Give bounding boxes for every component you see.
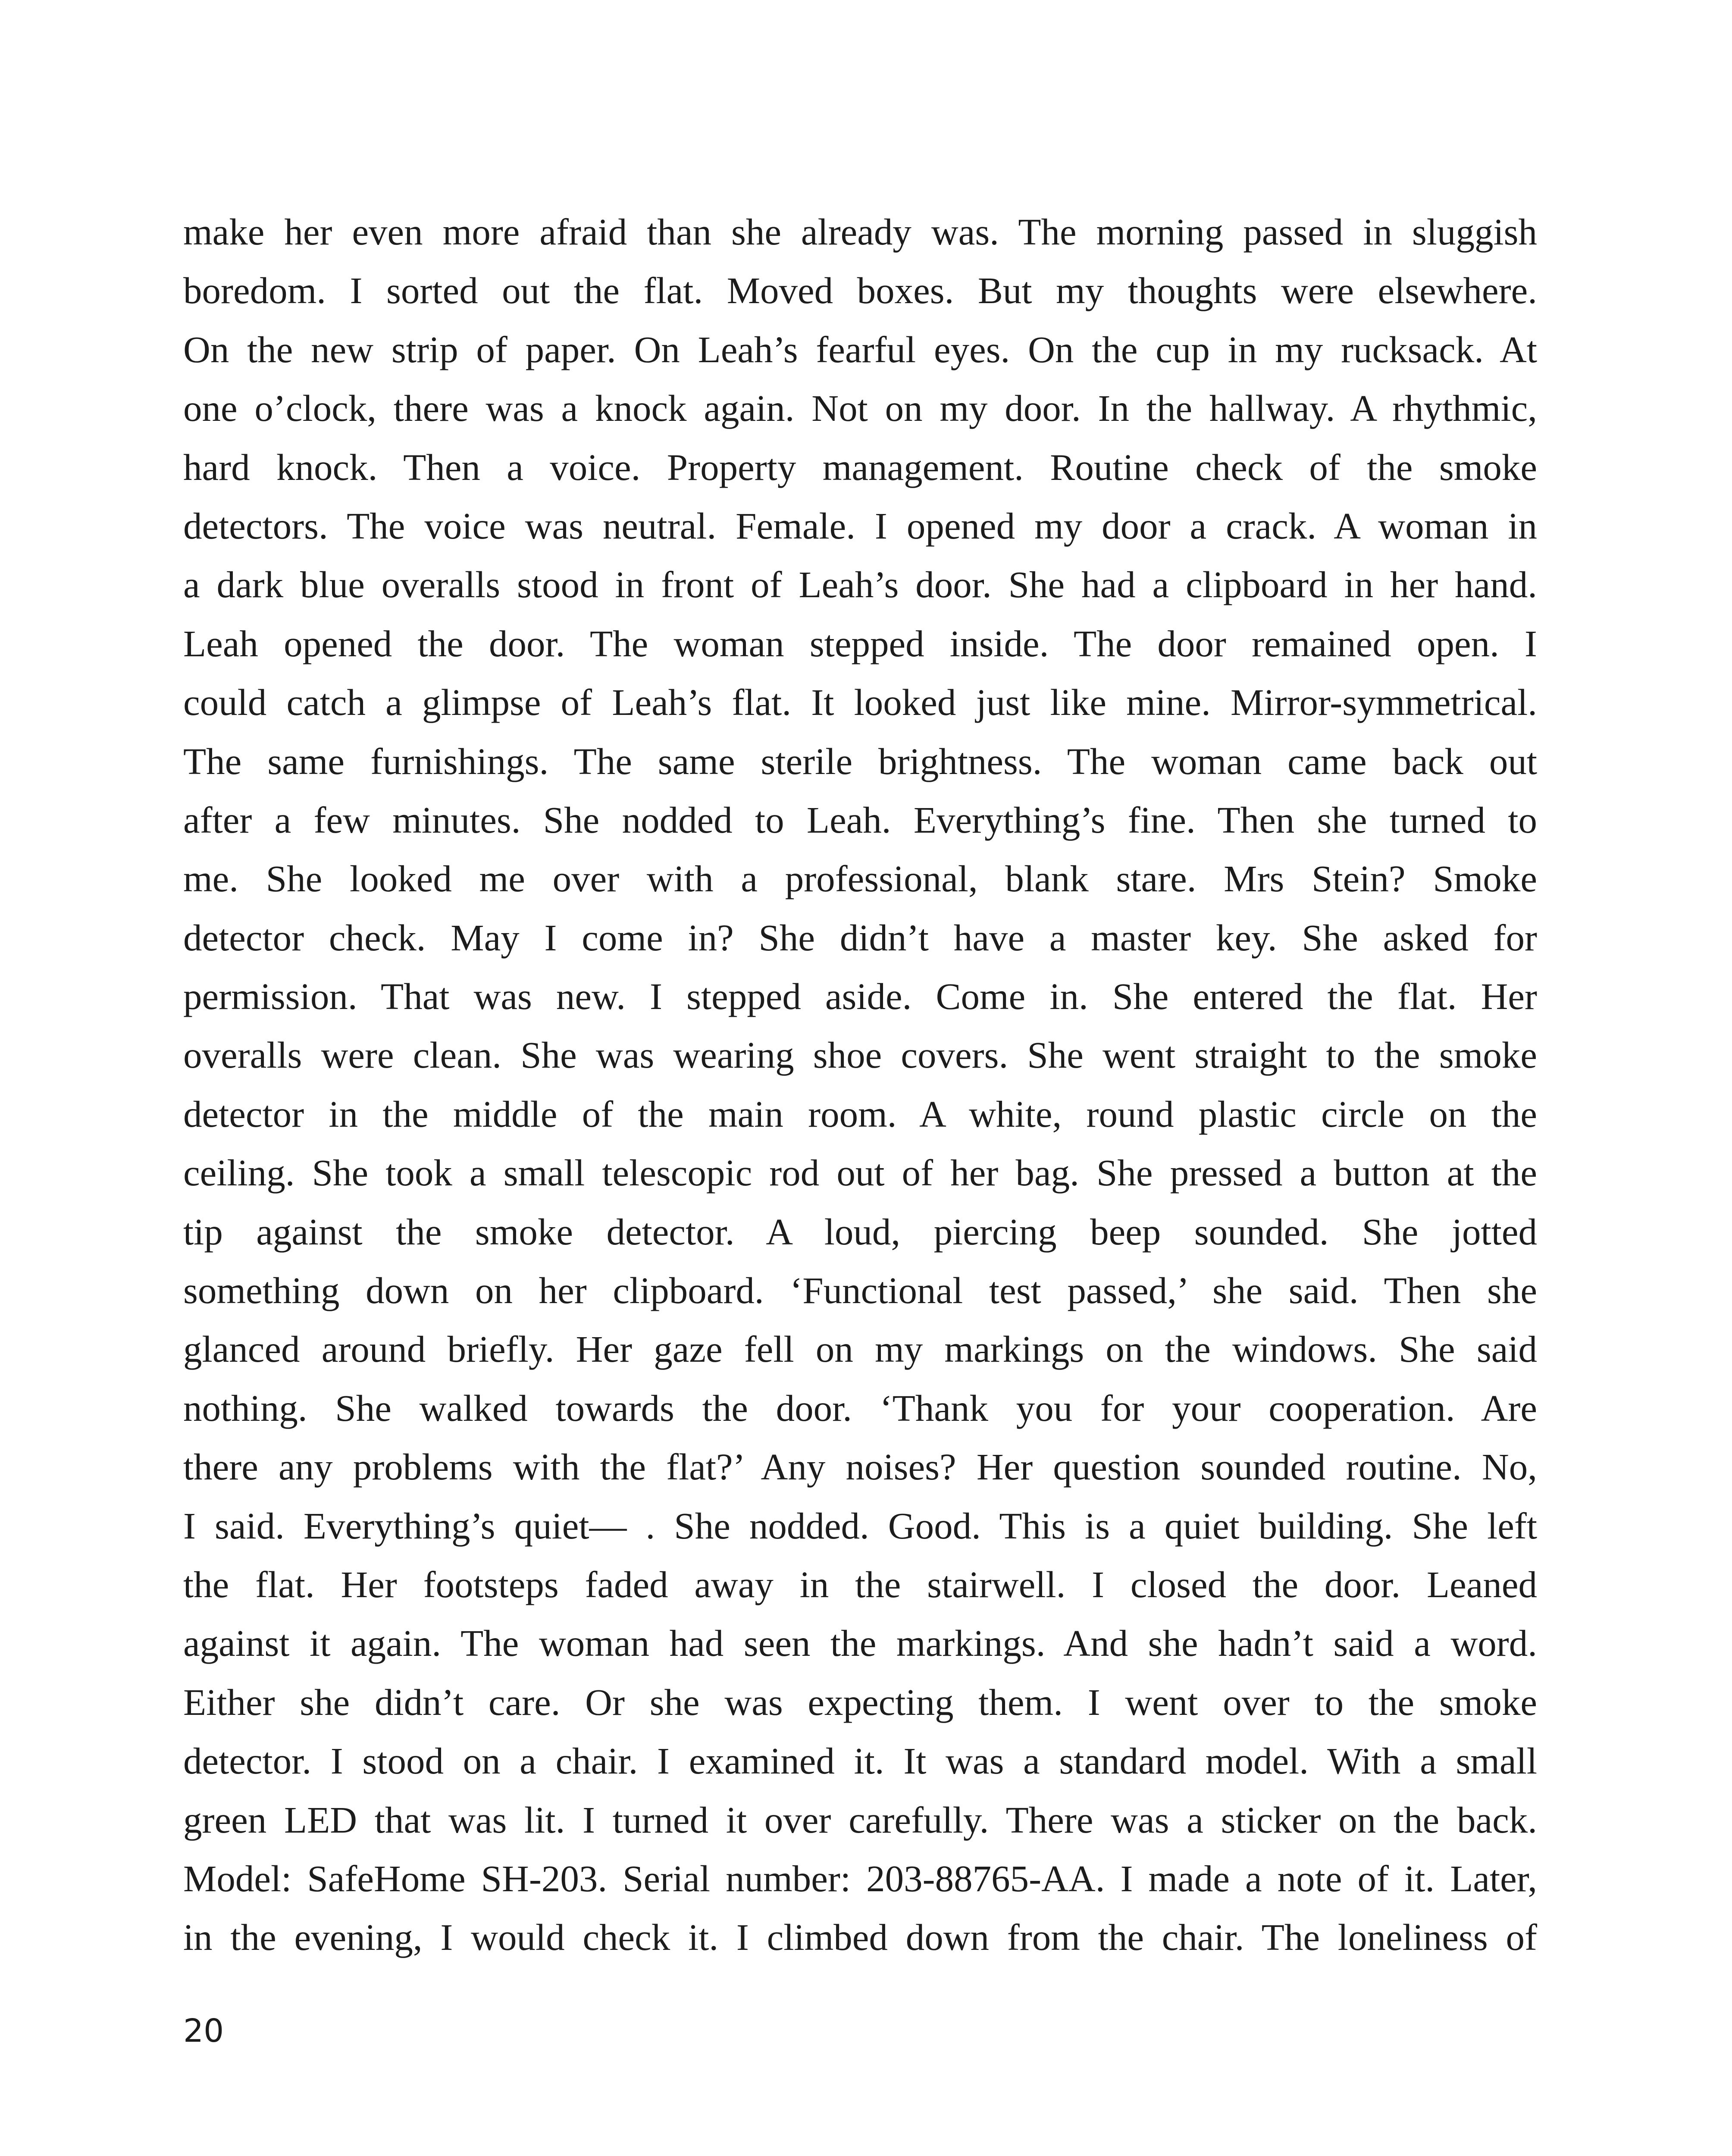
text-line-22: there any problems with the flat?’ Any noises? Her question sounded routine. No,: [183, 1446, 1537, 1488]
text-line-23: I said. Everything’s quiet— . She nodded. Good. This is a quiet building. She left: [183, 1504, 1537, 1547]
text-line-21: nothing. She walked towards the door. ‘Thank you for your cooperation. Are: [183, 1387, 1537, 1429]
text-line-4: one o’clock, there was a knock again. Not on my door. In the hallway. A rhythmic,: [183, 387, 1537, 429]
text-line-14: permission. That was new. I stepped aside. Come in. She entered the flat. Her: [183, 975, 1537, 1018]
text-line-2: boredom. I sorted out the flat. Moved boxes. But my thoughts were elsewhere.: [183, 270, 1537, 312]
text-line-29: Model: SafeHome SH-203. Serial number: 203-88765-AA. I made a note of it. Later,: [183, 1857, 1537, 1899]
text-line-17: ceiling. She took a small telescopic rod out of her bag. She pressed a button at the: [183, 1152, 1537, 1194]
text-line-25: against it again. The woman had seen the markings. And she hadn’t said a word.: [183, 1622, 1537, 1664]
text-line-7: a dark blue overalls stood in front of Leah’s door. She had a clipboard in her hand.: [183, 564, 1537, 606]
text-line-19: something down on her clipboard. ‘Functional test passed,’ she said. Then she: [183, 1269, 1537, 1312]
text-line-10: The same furnishings. The same sterile brightness. The woman came back out: [183, 740, 1537, 782]
text-line-28: green LED that was lit. I turned it over carefully. There was a sticker on the back.: [183, 1799, 1537, 1841]
text-line-9: could catch a glimpse of Leah’s flat. It looked just like mine. Mirror-symmetrical.: [183, 681, 1537, 724]
text-line-12: me. She looked me over with a professional, blank stare. Mrs Stein? Smoke: [183, 858, 1537, 900]
text-line-26: Either she didn’t care. Or she was expecting them. I went over to the smoke: [183, 1681, 1537, 1723]
text-line-16: detector in the middle of the main room. A white, round plastic circle on the: [183, 1093, 1537, 1135]
text-line-3: On the new strip of paper. On Leah’s fearful eyes. On the cup in my rucksack. At: [183, 328, 1537, 370]
text-line-5: hard knock. Then a voice. Property management. Routine check of the smoke: [183, 446, 1537, 488]
text-line-6: detectors. The voice was neutral. Female. I opened my door a crack. A woman in: [183, 505, 1537, 547]
page-number: 20: [183, 2012, 224, 2049]
text-line-11: after a few minutes. She nodded to Leah. Everything’s fine. Then she turned to: [183, 799, 1537, 841]
text-line-1: make her even more afraid than she already was. The morning passed in sluggish: [183, 211, 1537, 253]
body-text: [183, 203, 1537, 1967]
text-line-13: detector check. May I come in? She didn’t have a master key. She asked for: [183, 916, 1537, 959]
text-line-18: tip against the smoke detector. A loud, piercing beep sounded. She jotted: [183, 1210, 1537, 1253]
text-line-24: the flat. Her footsteps faded away in the stairwell. I closed the door. Leaned: [183, 1563, 1537, 1605]
text-line-8: Leah opened the door. The woman stepped inside. The door remained open. I: [183, 622, 1537, 664]
text-line-27: detector. I stood on a chair. I examined it. It was a standard model. With a small: [183, 1740, 1537, 1782]
text-line-30: in the evening, I would check it. I climbed down from the chair. The loneliness of: [183, 1916, 1537, 1959]
text-line-15: overalls were clean. She was wearing shoe covers. She went straight to the smoke: [183, 1034, 1537, 1076]
text-line-20: glanced around briefly. Her gaze fell on my markings on the windows. She said: [183, 1328, 1537, 1370]
